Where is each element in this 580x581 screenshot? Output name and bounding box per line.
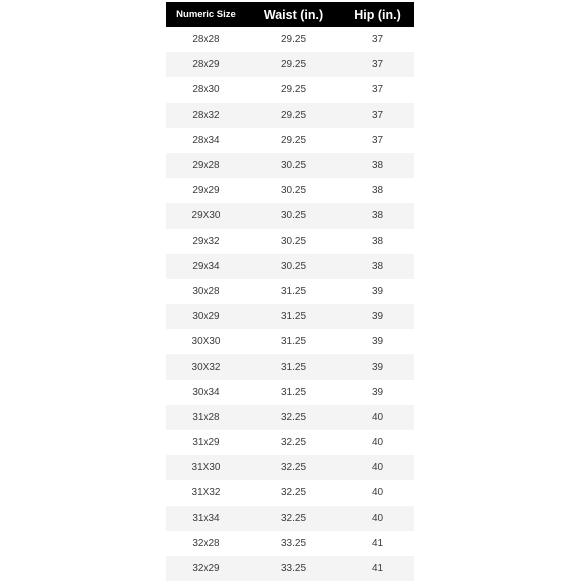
waist-cell: 33.25 [280, 563, 307, 575]
hip-cell: 38 [371, 160, 384, 172]
hip-cell: 40 [371, 462, 384, 474]
table-row [166, 329, 414, 354]
table-row [166, 279, 414, 304]
table-row [166, 103, 414, 128]
header-row [166, 2, 414, 27]
size-cell: 28x28 [192, 34, 220, 46]
table-row [166, 178, 414, 203]
hip-cell: 38 [371, 210, 384, 222]
table-row [166, 153, 414, 178]
hip-cell: 37 [371, 84, 384, 96]
size-cell: 31X32 [191, 487, 221, 499]
hip-cell: 39 [371, 336, 384, 348]
hip-cell: 40 [371, 512, 384, 524]
size-cell: 30X30 [191, 336, 221, 348]
waist-cell: 30.25 [280, 260, 307, 272]
size-chart-header [166, 2, 414, 27]
waist-cell: 31.25 [280, 361, 307, 373]
table-row [166, 128, 414, 153]
size-cell: 30x34 [192, 386, 220, 398]
size-cell: 30X32 [191, 361, 221, 373]
waist-cell: 32.25 [280, 437, 307, 449]
table-row [166, 27, 414, 52]
size-cell: 31X30 [191, 462, 221, 474]
hip-cell: 37 [371, 59, 384, 71]
waist-cell: 29.25 [280, 109, 307, 121]
table-row [166, 229, 414, 254]
size-cell: 29x34 [192, 260, 220, 272]
table-row [166, 506, 414, 531]
table-row [166, 380, 414, 405]
hip-cell: 39 [371, 361, 384, 373]
hip-cell: 38 [371, 185, 384, 197]
size-cell: 29x32 [192, 235, 220, 247]
hip-cell: 38 [371, 235, 384, 247]
table-row [166, 203, 414, 228]
table-row [166, 52, 414, 77]
hip-cell: 37 [371, 109, 384, 121]
table-row [166, 556, 414, 581]
waist-cell: 30.25 [280, 235, 307, 247]
hip-cell: 39 [371, 311, 384, 323]
table-row [166, 354, 414, 379]
table-row [166, 531, 414, 556]
hip-cell: 41 [371, 537, 384, 549]
waist-cell: 30.25 [280, 160, 307, 172]
hip-cell: 37 [371, 34, 384, 46]
size-cell: 32x28 [192, 537, 220, 549]
waist-cell: 29.25 [280, 59, 307, 71]
hip-cell: 39 [371, 285, 384, 297]
waist-cell: 30.25 [280, 185, 307, 197]
header-hip: Hip (in.) [354, 7, 401, 22]
size-cell: 29X30 [191, 210, 221, 222]
waist-cell: 32.25 [280, 462, 307, 474]
size-cell: 30x29 [192, 311, 220, 323]
waist-cell: 30.25 [280, 210, 307, 222]
size-cell: 28x34 [192, 134, 220, 146]
waist-cell: 29.25 [280, 34, 307, 46]
waist-cell: 32.25 [280, 512, 307, 524]
waist-cell: 32.25 [280, 487, 307, 499]
size-cell: 31x34 [192, 512, 220, 524]
size-cell: 29x29 [192, 185, 220, 197]
size-chart-table [166, 2, 414, 581]
waist-cell: 31.25 [280, 311, 307, 323]
waist-cell: 29.25 [280, 134, 307, 146]
waist-cell: 31.25 [280, 285, 307, 297]
header-waist: Waist (in.) [263, 7, 324, 22]
hip-cell: 38 [371, 260, 384, 272]
size-cell: 32x29 [192, 563, 220, 575]
size-cell: 29x28 [192, 160, 220, 172]
waist-cell: 33.25 [280, 537, 307, 549]
header-numeric-size: Numeric Size [176, 9, 236, 20]
waist-cell: 31.25 [280, 386, 307, 398]
hip-cell: 40 [371, 411, 384, 423]
hip-cell: 41 [371, 563, 384, 575]
size-cell: 28x32 [192, 109, 220, 121]
waist-cell: 29.25 [280, 84, 307, 96]
table-row [166, 77, 414, 102]
size-chart-body [166, 27, 414, 581]
size-cell: 30x28 [192, 285, 220, 297]
size-cell: 31x29 [192, 437, 220, 449]
size-cell: 28x30 [192, 84, 220, 96]
waist-cell: 32.25 [280, 411, 307, 423]
hip-cell: 40 [371, 487, 384, 499]
table-row [166, 405, 414, 430]
hip-cell: 39 [371, 386, 384, 398]
table-row [166, 304, 414, 329]
table-row [166, 480, 414, 505]
table-row [166, 254, 414, 279]
hip-cell: 37 [371, 134, 384, 146]
size-cell: 31x28 [192, 411, 220, 423]
waist-cell: 31.25 [280, 336, 307, 348]
table-row [166, 455, 414, 480]
size-cell: 28x29 [192, 59, 220, 71]
hip-cell: 40 [371, 437, 384, 449]
table-row [166, 430, 414, 455]
